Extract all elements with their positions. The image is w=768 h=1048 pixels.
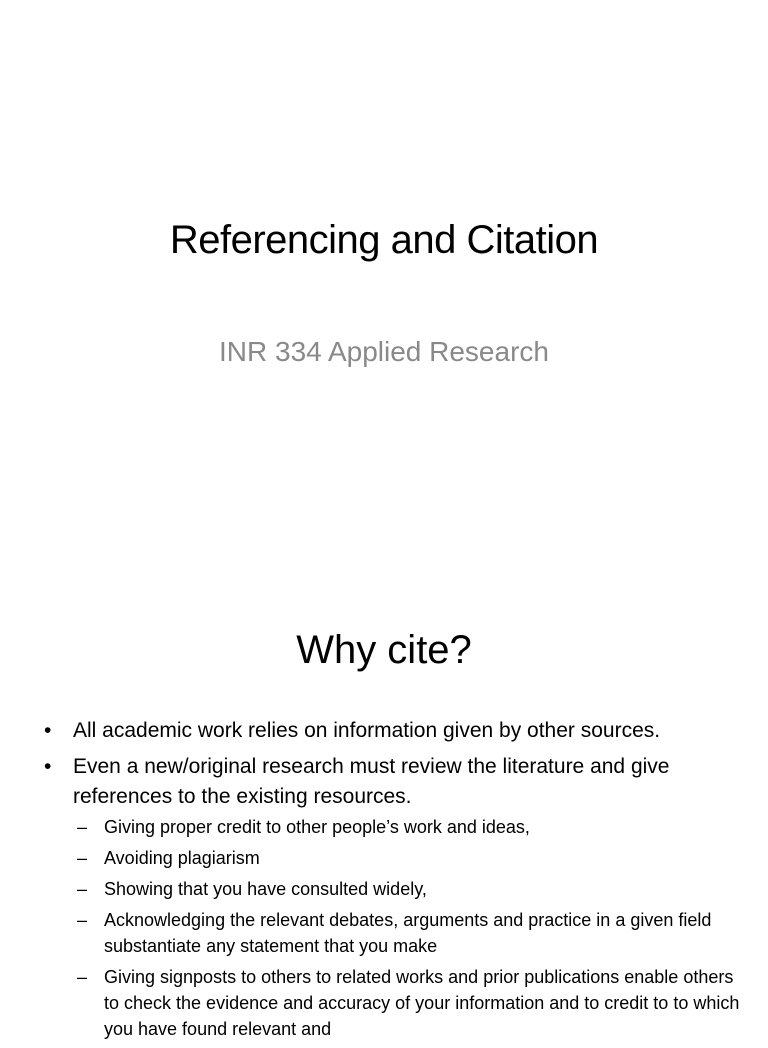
- dash-icon: –: [77, 967, 88, 987]
- sub-bullet-text: Avoiding plagiarism: [104, 848, 260, 868]
- sub-bullet-text: Showing that you have consulted widely,: [104, 879, 427, 899]
- bullet-icon: •: [44, 755, 52, 778]
- slide-title: Why cite?: [296, 628, 472, 672]
- sub-list-item: [73, 845, 748, 871]
- bullet-list: [0, 716, 768, 1048]
- dash-icon: –: [77, 879, 88, 899]
- sub-list-item: [73, 964, 748, 1042]
- why-cite-slide: [0, 576, 768, 1039]
- sub-bullet-text: Acknowledging the relevant debates, arguments and practice in a given field substantiate any statement that you make: [104, 910, 712, 956]
- slide-subtitle: INR 334 Applied Research: [219, 336, 549, 367]
- dash-icon: –: [77, 848, 88, 868]
- sub-bullet-text: Giving proper credit to other people’s work and ideas,: [104, 817, 530, 837]
- sub-list-item: [73, 876, 748, 902]
- list-item: [0, 752, 768, 1042]
- dash-icon: –: [77, 817, 88, 837]
- sub-bullet-list: [73, 814, 748, 1042]
- bullet-text: Even a new/original research must review the literature and give references to the existing resources.: [73, 755, 670, 808]
- sub-bullet-text: Giving signposts to others to related works and prior publications enable others to check the evidence and accuracy of your information and to credit to to which you have found relevant and: [104, 967, 740, 1039]
- dash-icon: –: [77, 910, 88, 930]
- list-item: [0, 716, 768, 746]
- bullet-icon: •: [44, 719, 52, 742]
- sub-list-item: [73, 814, 748, 840]
- bullet-text: All academic work relies on information given by other sources.: [73, 719, 661, 742]
- slide-title: Referencing and Citation: [169, 218, 599, 262]
- sub-list-item: [73, 907, 748, 959]
